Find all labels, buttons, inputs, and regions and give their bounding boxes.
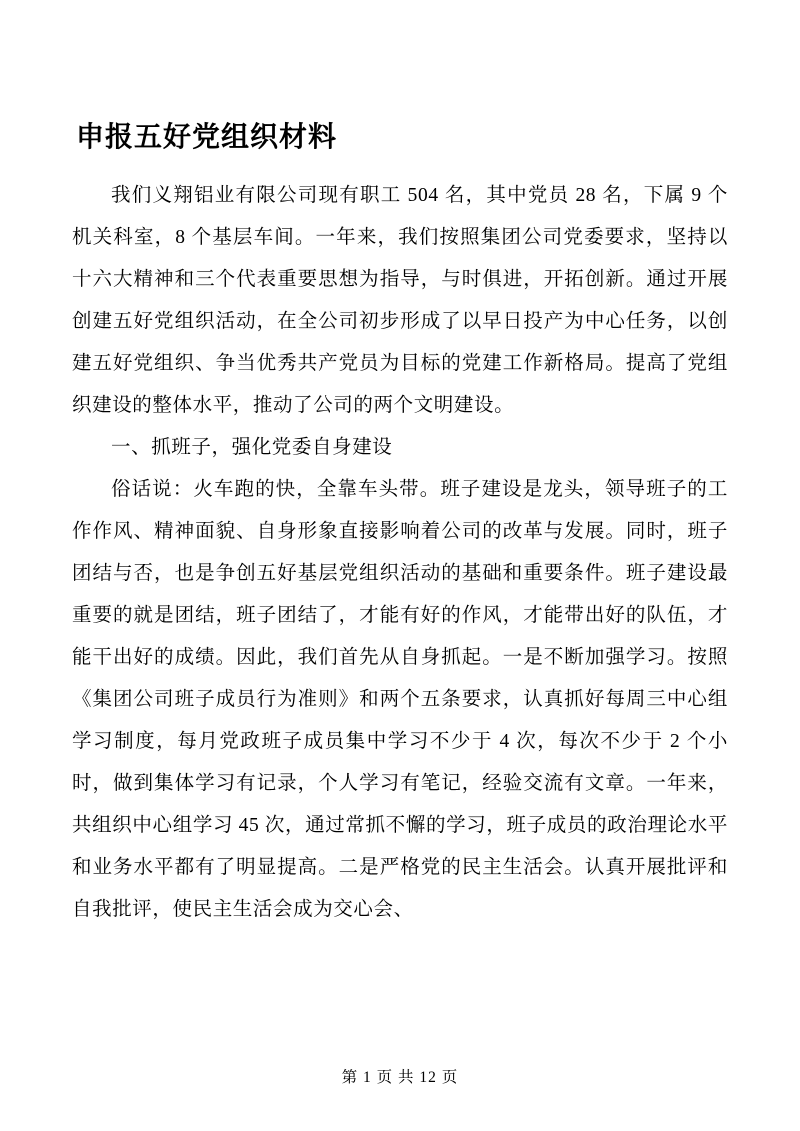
paragraph-1: 我们义翔铝业有限公司现有职工 504 名，其中党员 28 名，下属 9 个机关科室，8 个基层车间。一年来，我们按照集团公司党委要求，坚持以十六大精神和三个代表重要思想为指导，与时俱进，开拓创新。通过开展创建五好党组织活动，在全公司初步形成了以早日投产为中心任务，以创建五好党组织、争当优秀共产党员为目标的党建工作新格局。提高了党组织建设的整体水平，推动了公司的两个文明建设。 <box>72 185 728 417</box>
paragraph-2: 俗话说：火车跑的快，全靠车头带。班子建设是龙头，领导班子的工作作风、精神面貌、自身形象直接影响着公司的改革与发展。同时，班子团结与否，也是争创五好基层党组织活动的基础和重要条件。班子建设最重要的就是团结，班子团结了，才能有好的作风，才能带出好的队伍，才能干出好的成绩。因此，我们首先从自身抓起。一是不断加强学习。按照《集团公司班子成员行为准则》和两个五条要求，认真抓好每周三中心组学习制度，每月党政班子成员集中学习不少于 4 次，每次不少于 2 个小时，做到集体学习有记录，个人学习有笔记，经验交流有文章。一年来，共组织中心组学习 45 次，通过常抓不懈的学习，班子成员的政治理论水平和业务水平都有了明显提高。二是严格党的民主生活会。认真开展批评和自我批评，使民主生活会成为交心会、 <box>72 479 728 921</box>
section-heading-1: 一、抓班子，强化党委自身建设 <box>111 437 393 459</box>
page-title: 申报五好党组织材料 <box>76 122 338 153</box>
page-footer: 第 1 页 共 12 页 <box>341 1069 459 1086</box>
